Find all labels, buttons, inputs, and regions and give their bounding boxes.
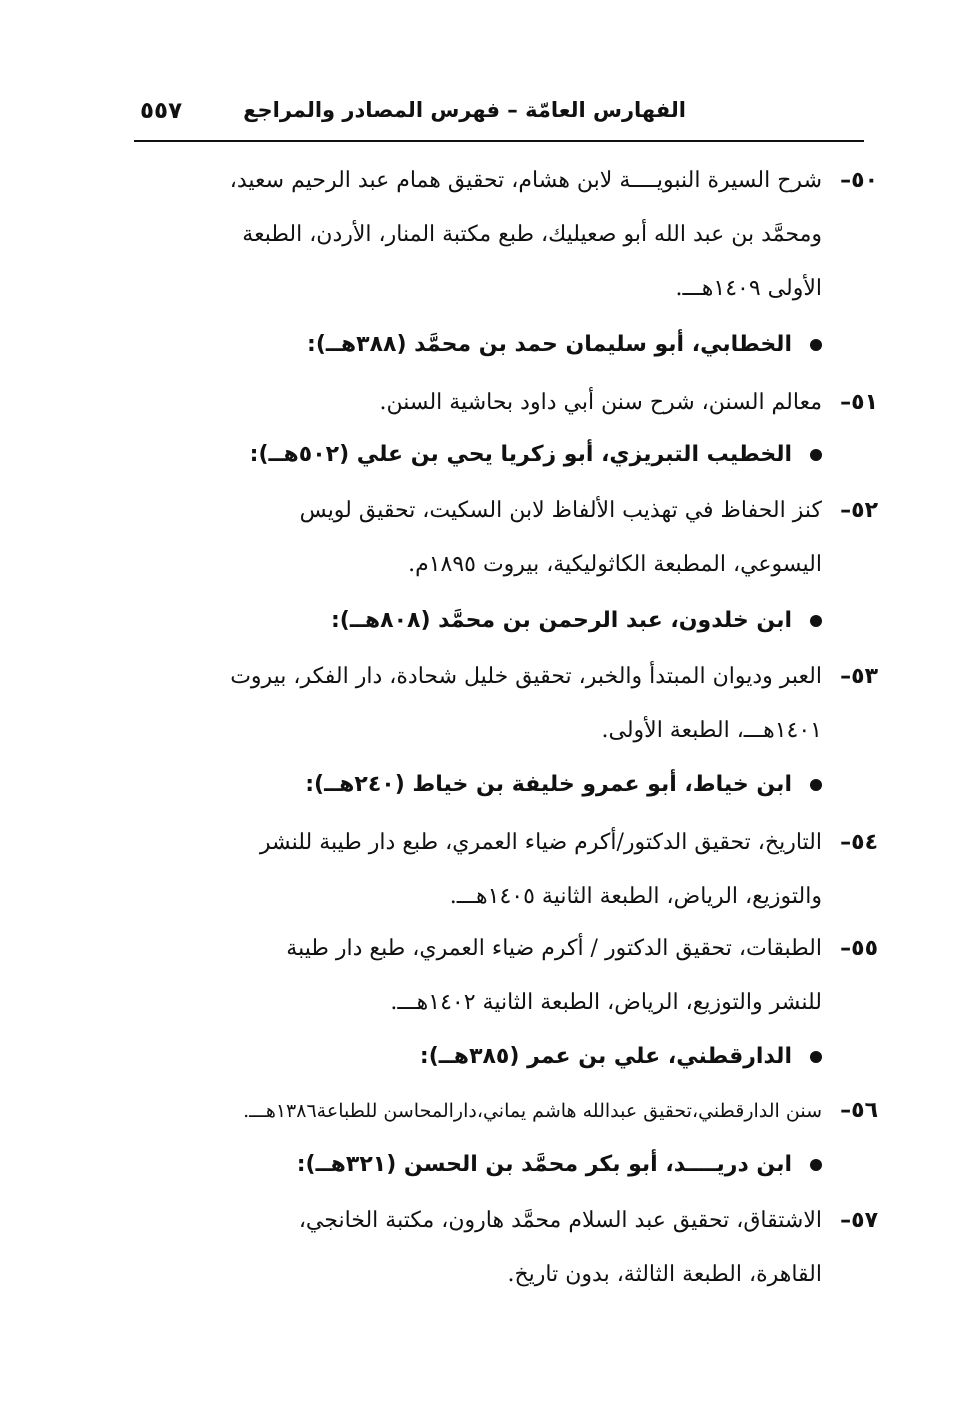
bullet-icon: [810, 1159, 822, 1171]
author-text: ابن خياط، أبو عمرو خليفة بن خياط (٢٤٠هــ):: [305, 772, 792, 797]
page-header: [138, 96, 862, 136]
entry-number: ٥٥–: [840, 936, 878, 961]
bibliography-entry: [132, 484, 878, 592]
entry-number: ٥٤–: [840, 830, 878, 855]
entry-number: ٥١–: [840, 390, 878, 415]
bullet-icon: [810, 779, 822, 791]
author-heading: [331, 596, 822, 646]
entry-number: ٥٦–: [840, 1098, 878, 1123]
author-heading: [305, 760, 822, 810]
bibliography-entry: [132, 1084, 878, 1138]
entry-line: الأولى ١٤٠٩هـــ.: [675, 276, 822, 301]
bibliography-entry: [132, 154, 878, 316]
bullet-icon: [810, 449, 822, 461]
author-heading: [420, 1032, 822, 1082]
bibliography-entry: [132, 922, 878, 1030]
entry-line: الاشتقاق، تحقيق عبد السلام محمَّد هارون، مكتبة الخانجي،: [298, 1208, 822, 1233]
bullet-icon: [810, 615, 822, 627]
entry-line: القاهرة، الطبعة الثالثة، بدون تاريخ.: [507, 1262, 822, 1287]
page-number: ٥٥٧: [140, 98, 183, 124]
entry-number: ٥٣–: [840, 664, 878, 689]
entry-line: التاريخ، تحقيق الدكتور/أكرم ضياء العمري، طبع دار طيبة للنشر: [259, 830, 822, 855]
author-text: الخطيب التبريزي، أبو زكريا يحي بن علي (٥٠٢هــ):: [249, 442, 792, 467]
entry-line: والتوزيع، الرياض، الطبعة الثانية ١٤٠٥هـــ.: [449, 884, 822, 909]
entry-line: للنشر والتوزيع، الرياض، الطبعة الثانية ١٤٠٢هـــ.: [390, 990, 822, 1015]
author-heading: [250, 430, 822, 480]
bibliography-entry: [132, 376, 878, 430]
bullet-icon: [810, 339, 822, 351]
author-text: الخطابي، أبو سليمان حمد بن محمَّد (٣٨٨هــ):: [307, 332, 792, 357]
bibliography-entry: [132, 650, 878, 758]
author-text: الدارقطني، علي بن عمر (٣٨٥هــ):: [419, 1044, 792, 1069]
entry-line: اليسوعي، المطبعة الكاثوليكية، بيروت ١٨٩٥م.: [408, 552, 822, 577]
entry-line: ومحمَّد بن عبد الله أبو صعيليك، طبع مكتبة المنار، الأردن، الطبعة: [242, 222, 822, 247]
entry-number: ٥٧–: [840, 1208, 878, 1233]
running-title: الفهارس العامّة – فهرس المصادر والمراجع: [243, 98, 686, 122]
entry-line: سنن الدارقطني،تحقيق عبدالله هاشم يماني،دارالمحاسن للطباعة١٣٨٦هـــ.: [243, 1100, 822, 1122]
entry-line: معالم السنن، شرح سنن أبي داود بحاشية السنن.: [379, 390, 822, 415]
bibliography-entry: [132, 816, 878, 924]
entry-number: ٥٠–: [840, 168, 878, 193]
entry-line: شرح السيرة النبويــــة لابن هشام، تحقيق همام عبد الرحيم سعيد،: [229, 168, 822, 193]
author-heading: [297, 1140, 822, 1190]
entry-line: كنز الحفاظ في تهذيب الألفاظ لابن السكيت، تحقيق لويس: [299, 498, 822, 523]
author-text: ابن خلدون، عبد الرحمن بن محمَّد (٨٠٨هــ):: [330, 608, 792, 633]
author-text: ابن دريــــد، أبو بكر محمَّد بن الحسن (٣٢١هــ):: [296, 1152, 792, 1177]
entry-number: ٥٢–: [840, 498, 878, 523]
bullet-icon: [810, 1051, 822, 1063]
header-rule: [134, 140, 864, 142]
entry-line: ١٤٠١هـــ، الطبعة الأولى.: [601, 718, 822, 743]
author-heading: [307, 320, 822, 370]
entry-line: الطبقات، تحقيق الدكتور / أكرم ضياء العمري، طبع دار طيبة: [286, 936, 822, 961]
bibliography-entry: [132, 1194, 878, 1302]
entry-line: العبر وديوان المبتدأ والخبر، تحقيق خليل شحادة، دار الفكر، بيروت: [230, 664, 822, 689]
